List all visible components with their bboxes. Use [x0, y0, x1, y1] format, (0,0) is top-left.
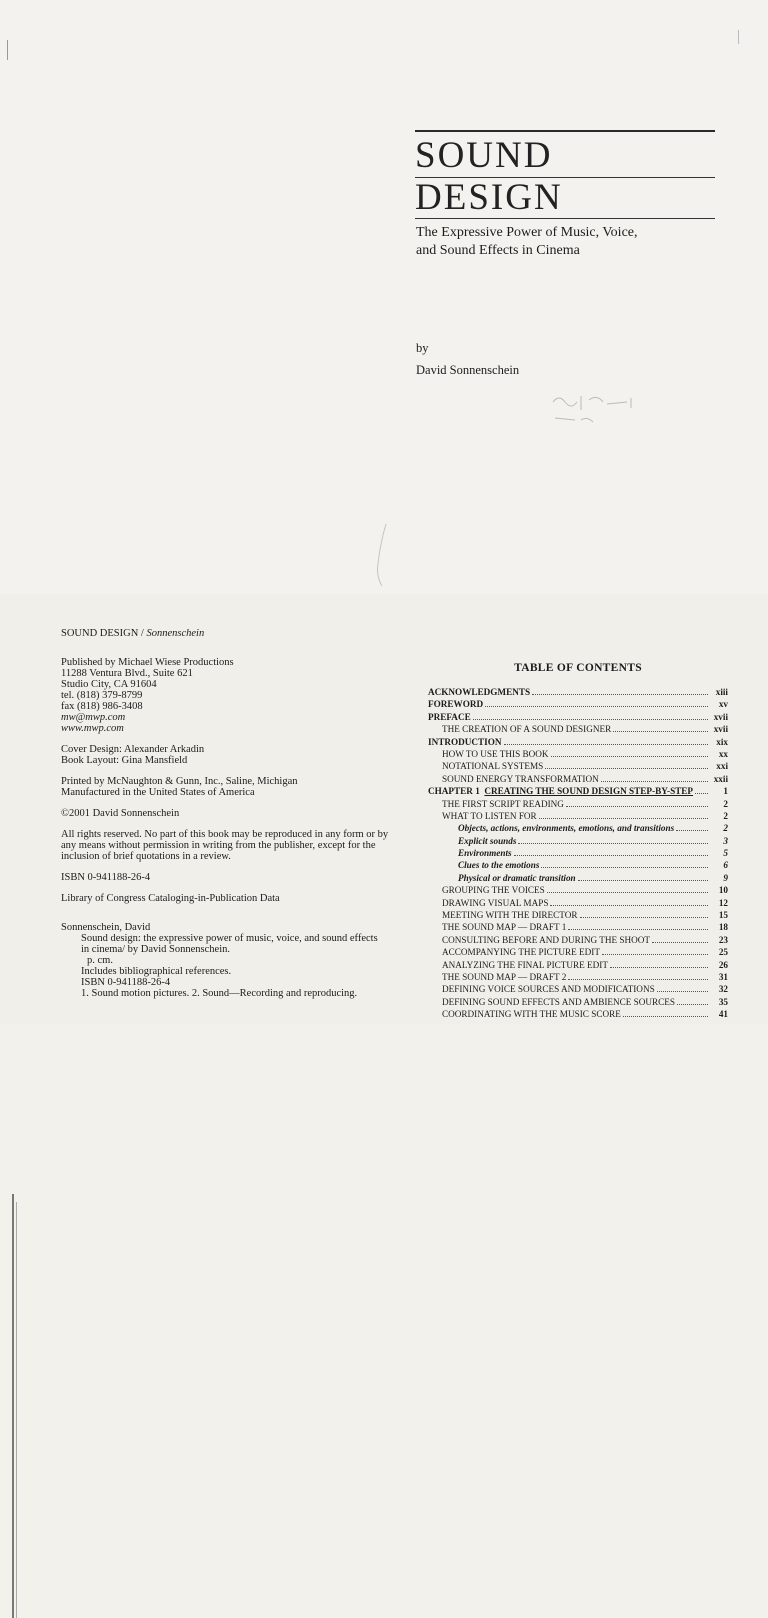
title-rule-bottom [415, 218, 715, 219]
toc-entry [428, 910, 728, 922]
pencil-scribble [366, 520, 396, 590]
toc-entry [428, 997, 728, 1009]
cip-line: Includes bibliographical references. [81, 966, 232, 977]
toc-entry-label: FOREWORD [428, 699, 484, 710]
publisher-line: mw@mwp.com [61, 712, 126, 723]
running-header: SOUND DESIGN / Sonnenschein [61, 628, 205, 639]
toc-entry-page: 2 [723, 810, 728, 821]
toc-leader-dots [623, 1015, 708, 1017]
toc-entry-label: DRAWING VISUAL MAPS [442, 897, 549, 908]
toc-entry [428, 885, 728, 897]
toc-entry [428, 823, 728, 835]
toc-entry-page: 31 [718, 971, 728, 982]
loc-heading: Library of Congress Cataloging-in-Publication Data [61, 893, 280, 904]
toc-entry-label: SOUND ENERGY TRANSFORMATION [442, 773, 599, 784]
toc-entry [428, 972, 728, 984]
title-line-1: SOUND [415, 135, 553, 176]
toc-leader-dots [485, 705, 708, 707]
toc-leader-dots [578, 879, 708, 881]
toc-leader-dots [532, 693, 708, 695]
toc-leader-dots [695, 792, 708, 794]
cover-page [0, 0, 768, 594]
toc-leader-dots [539, 817, 708, 819]
toc-entry-label: GROUPING THE VOICES [442, 885, 545, 896]
credits-line: Book Layout: Gina Mansfield [61, 755, 188, 766]
toc-entry-page: xiii [715, 687, 728, 697]
toc-entry-page: 15 [718, 910, 728, 921]
toc-entry-page: 2 [723, 798, 728, 809]
credits-block [61, 744, 361, 766]
toc-entry [428, 811, 728, 823]
toc-entry-page: 1 [723, 786, 728, 797]
toc-entry [428, 749, 728, 761]
toc-entry-page: xvii [713, 711, 728, 722]
toc-title: TABLE OF CONTENTS [514, 662, 642, 674]
toc-leader-dots [568, 928, 708, 930]
toc-entry [428, 1009, 728, 1021]
toc-entry [428, 873, 728, 885]
toc-entry [428, 860, 728, 872]
toc-entry-label: ANALYZING THE FINAL PICTURE EDIT [442, 959, 608, 970]
toc-leader-dots [677, 1003, 708, 1005]
toc-entry [428, 737, 728, 749]
toc-entry-page: 25 [718, 947, 728, 958]
toc-entry-label: CONSULTING BEFORE AND DURING THE SHOOT [442, 934, 651, 945]
toc-entry-page: 41 [718, 1009, 728, 1020]
printing-block [61, 776, 361, 798]
toc-leader-dots [473, 718, 708, 720]
toc-entry-label: WHAT TO LISTEN FOR [442, 810, 537, 821]
by-label: by [416, 341, 429, 355]
toc-leader-dots [568, 978, 708, 980]
toc-entry-page: 32 [718, 984, 728, 995]
cip-line: ISBN 0-941188-26-4 [81, 977, 171, 988]
toc-leader-dots [566, 805, 708, 807]
toc-leader-dots [550, 904, 708, 906]
toc-entry-label: THE FIRST SCRIPT READING [442, 798, 564, 809]
printing-line: Printed by McNaughton & Gunn, Inc., Saline, Michigan [61, 776, 298, 787]
toc-entry [428, 774, 728, 786]
toc-entry-page: 3 [723, 835, 728, 846]
toc-leader-dots [547, 891, 708, 893]
toc-leader-dots [657, 990, 708, 992]
rights-block [61, 829, 389, 862]
toc-entry-label: Environments [458, 848, 512, 859]
toc-leader-dots [652, 941, 708, 943]
toc-leader-dots [504, 743, 708, 745]
toc-entry-label: PREFACE [428, 711, 471, 722]
cip-line: 1. Sound motion pictures. 2. Sound—Recording and reproducing. [81, 988, 358, 999]
toc-entry-page: xvii [713, 724, 728, 735]
toc-leader-dots [545, 767, 708, 769]
toc-entry-page: 10 [718, 885, 728, 896]
subtitle-line-2: and Sound Effects in Cinema [416, 243, 580, 258]
toc-leader-dots [602, 953, 708, 955]
toc-leader-dots [601, 780, 708, 782]
toc-entry-label: DEFINING VOICE SOURCES AND MODIFICATIONS [442, 984, 655, 995]
publisher-line: fax (818) 986-3408 [61, 701, 143, 712]
toc-leader-dots [613, 730, 708, 732]
toc-entry [428, 699, 728, 711]
toc-entry-label: THE SOUND MAP — DRAFT 2 [442, 971, 567, 982]
toc-entry-page: 2 [723, 823, 728, 834]
subtitle-line-1: The Expressive Power of Music, Voice, [416, 225, 638, 240]
copyright-notice: ©2001 David Sonnenschein [61, 808, 180, 819]
title-rule-top [415, 130, 715, 132]
toc-entry-label: Objects, actions, environments, emotions, and transitions [458, 823, 675, 834]
toc-leader-dots [551, 755, 708, 757]
toc-entry [428, 836, 728, 848]
toc-leader-dots [610, 966, 708, 968]
publisher-line: Published by Michael Wiese Productions [61, 657, 234, 668]
toc-entry-label: THE SOUND MAP — DRAFT 1 [442, 922, 567, 933]
cip-line: p. cm. [87, 955, 113, 966]
toc-entry-page: xv [718, 699, 728, 710]
cip-block [61, 922, 378, 999]
toc-entry-page: xix [716, 736, 728, 747]
toc-leader-dots [518, 842, 708, 844]
title-block [415, 130, 715, 219]
toc-entry-label: THE CREATION OF A SOUND DESIGNER [442, 724, 612, 735]
publisher-line: Studio City, CA 91604 [61, 679, 157, 690]
toc-entry-page: 18 [718, 922, 728, 933]
toc-entry-label: Explicit sounds [458, 835, 517, 846]
toc-entry-page: 9 [723, 872, 728, 883]
toc-entry-label: HOW TO USE THIS BOOK [442, 748, 549, 759]
toc-leader-dots [580, 916, 708, 918]
toc-entry-label: ACCOMPANYING THE PICTURE EDIT [442, 947, 600, 958]
rights-line: All rights reserved. No part of this book may be reproduced in any form or by [61, 829, 389, 840]
toc-entry-page: 26 [718, 959, 728, 970]
toc-entry-page: 12 [718, 897, 728, 908]
toc-entry [428, 984, 728, 996]
toc-entry-label: COORDINATING WITH THE MUSIC SCORE [442, 1009, 621, 1020]
rights-line: inclusion of brief quotations in a review. [61, 851, 231, 862]
byline [416, 340, 519, 378]
toc-entry [428, 799, 728, 811]
toc-list [428, 687, 728, 1022]
author-name: David Sonnenschein [416, 363, 520, 377]
toc-entry [428, 687, 728, 699]
publisher-line: www.mwp.com [61, 723, 124, 734]
toc-leader-dots [676, 829, 708, 831]
margin-mark [7, 40, 8, 60]
printing-line: Manufactured in the United States of America [61, 787, 255, 798]
page-edge [12, 1194, 14, 1618]
title-line-2: DESIGN [415, 177, 563, 218]
toc-entry-label: Clues to the emotions [458, 860, 540, 871]
table-of-contents [428, 662, 728, 1022]
page-edge-inner [16, 1202, 17, 1618]
subtitle [416, 224, 676, 260]
toc-entry [428, 935, 728, 947]
toc-entry-page: xxii [713, 773, 728, 784]
toc-entry [428, 712, 728, 724]
toc-leader-dots [514, 854, 708, 856]
toc-entry-page: 6 [723, 860, 728, 871]
toc-entry-label: DEFINING SOUND EFFECTS AND AMBIENCE SOURCES [442, 996, 676, 1007]
publisher-line: tel. (818) 379-8799 [61, 690, 143, 701]
toc-entry-label: INTRODUCTION [428, 736, 502, 747]
cip-line: Sound design: the expressive power of music, voice, and sound effects [81, 933, 378, 944]
toc-entry [428, 848, 728, 860]
toc-entry-label: NOTATIONAL SYSTEMS [442, 761, 544, 772]
toc-entry-page: 35 [718, 996, 728, 1007]
toc-entry [428, 786, 728, 798]
cip-line: Sonnenschein, David [61, 922, 151, 933]
margin-mark [738, 30, 739, 44]
copyright-column [61, 628, 389, 1009]
publisher-block [61, 657, 361, 734]
toc-leader-dots [541, 866, 708, 868]
toc-entry [428, 947, 728, 959]
toc-entry-page: 5 [723, 848, 728, 859]
toc-entry [428, 724, 728, 736]
toc-entry-label: ACKNOWLEDGMENTS [428, 687, 531, 697]
toc-entry [428, 922, 728, 934]
cip-line: in cinema/ by David Sonnenschein. [81, 944, 231, 955]
handwritten-scribble [545, 390, 655, 430]
toc-entry-page: xx [718, 748, 728, 759]
toc-entry [428, 960, 728, 972]
toc-entry [428, 761, 728, 773]
toc-entry [428, 898, 728, 910]
rights-line: any means without permission in writing from the publisher, except for the [61, 840, 376, 851]
toc-entry-label: CHAPTER 1 CREATING THE SOUND DESIGN STEP-BY-STEP [428, 786, 694, 797]
toc-entry-label: MEETING WITH THE DIRECTOR [442, 910, 578, 921]
toc-entry-page: xxi [716, 761, 728, 772]
toc-entry-page: 23 [718, 934, 728, 945]
publisher-line: 11288 Ventura Blvd., Suite 621 [61, 668, 193, 679]
toc-entry-label: Physical or dramatic transition [458, 872, 576, 883]
isbn: ISBN 0-941188-26-4 [61, 872, 151, 883]
credits-line: Cover Design: Alexander Arkadin [61, 744, 205, 755]
